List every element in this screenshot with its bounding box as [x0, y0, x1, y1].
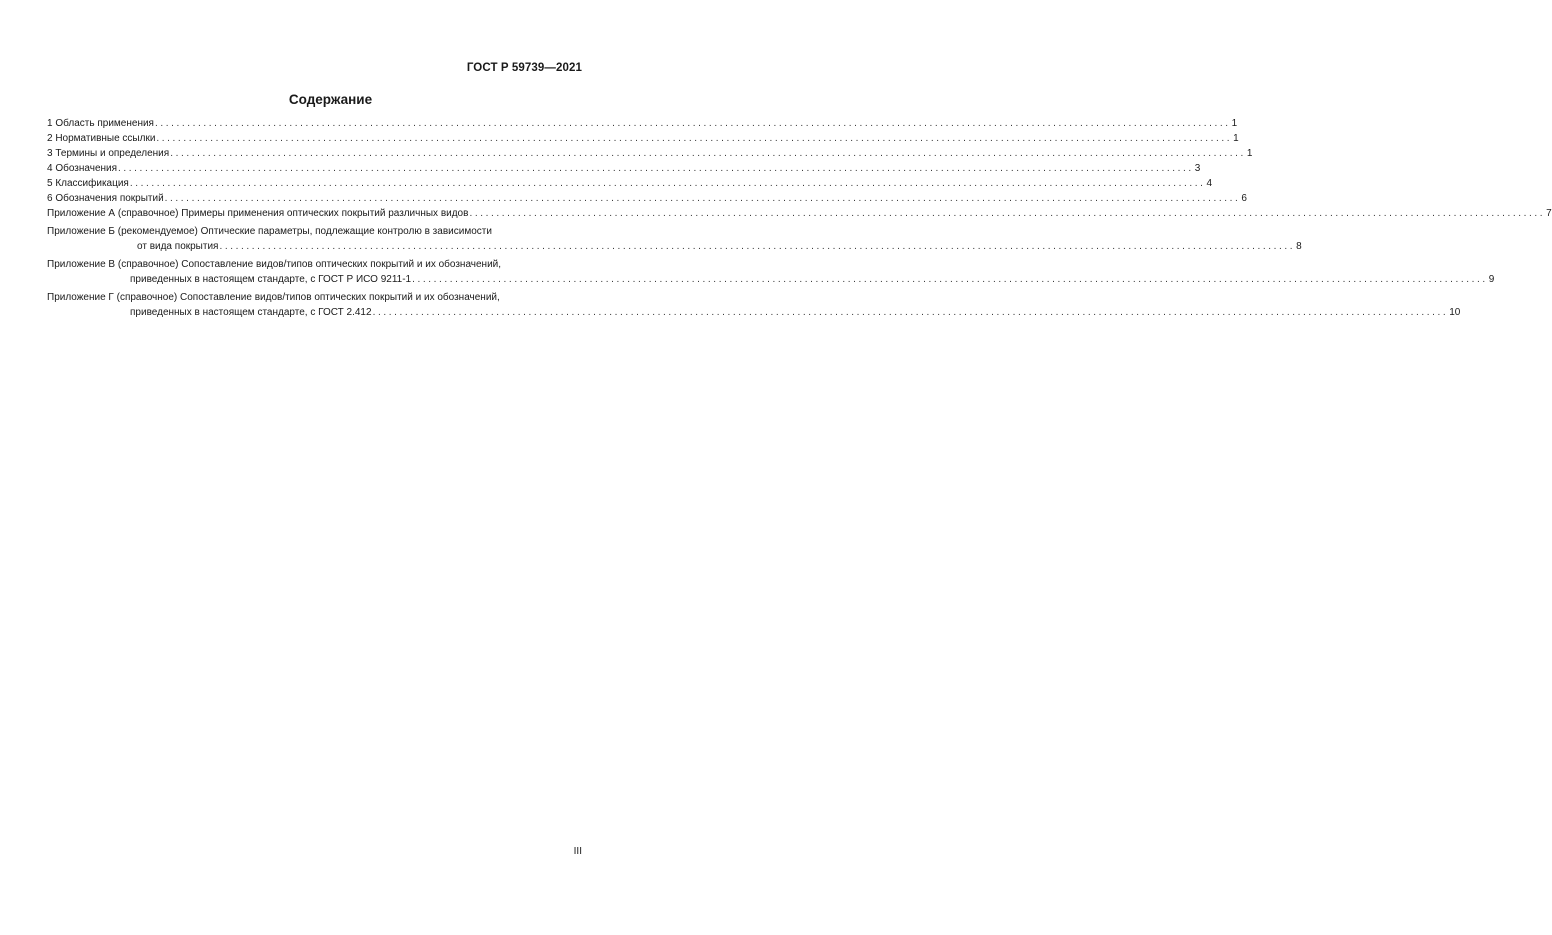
page-number: III — [573, 846, 582, 857]
dot-leader: ........................................................................................................................................................................................................ — [129, 178, 1206, 189]
toc-appendix-v[interactable] — [47, 257, 1495, 287]
toc-entry-label: 3 Термины и определения — [47, 148, 170, 159]
toc-entry-label-continued: приведенных в настоящем стандарте, с ГОСТ 2.412 — [130, 307, 372, 318]
toc-entry-classification[interactable] — [47, 176, 1213, 191]
toc-entry-label: Приложение Б (рекомендуемое) Оптические параметры, подлежащие контролю в зависимости — [47, 226, 492, 237]
toc-entry-label: Приложение Г (справочное) Сопоставление видов/типов оптических покрытий и их обозначений, — [47, 292, 500, 303]
toc-entry-label: 6 Обозначения покрытий — [47, 193, 164, 204]
toc-entry-terms[interactable] — [47, 146, 1253, 161]
toc-entry-scope[interactable] — [47, 116, 1238, 131]
dot-leader: ........................................................................................................................................................................................................ — [156, 133, 1233, 144]
toc-entry-label-continued: от вида покрытия — [137, 241, 219, 252]
toc-entry-label: 2 Нормативные ссылки — [47, 133, 156, 144]
toc-entry-label: 5 Классификация — [47, 178, 129, 189]
document-number: ГОСТ Р 59739—2021 — [466, 62, 582, 74]
toc-entry-label: Приложение В (справочное) Сопоставление видов/типов оптических покрытий и их обозначений, — [47, 259, 502, 270]
dot-leader: ........................................................................................................................................................................................................ — [469, 208, 1546, 219]
toc-appendix-a[interactable] — [47, 206, 1552, 221]
dot-leader: ........................................................................................................................................................................................................ — [219, 241, 1296, 252]
toc-entry-label: 4 Обозначения — [47, 163, 118, 174]
dot-leader: ........................................................................................................................................................................................................ — [118, 163, 1194, 174]
dot-leader: ........................................................................................................................................................................................................ — [154, 118, 1231, 129]
dot-leader: ........................................................................................................................................................................................................ — [164, 193, 1241, 204]
dot-leader: ........................................................................................................................................................................................................ — [412, 274, 1488, 285]
toc-entry-page: 8 — [1296, 241, 1302, 252]
toc-entry-page: 4 — [1206, 178, 1213, 189]
toc-entry-page: 1 — [1233, 133, 1239, 144]
toc-entry-label: Приложение А (справочное) Примеры применения оптических покрытий различных видов — [47, 208, 469, 219]
toc-entry-page: 6 — [1241, 193, 1247, 204]
toc-entry-page: 3 — [1194, 163, 1201, 174]
toc-entry-normative-references[interactable] — [47, 131, 1239, 146]
toc-entry-label-continued: приведенных в настоящем стандарте, с ГОСТ Р ИСО 9211-1 — [130, 274, 412, 285]
toc-entry-page: 1 — [1231, 118, 1238, 129]
toc-appendix-b[interactable] — [47, 224, 1302, 254]
toc-title: Содержание — [288, 92, 373, 107]
toc-entry-label: 1 Область применения — [47, 118, 154, 129]
toc-entry-coating-designations[interactable] — [47, 191, 1247, 206]
toc-entry-page: 9 — [1488, 274, 1495, 285]
toc-entry-page: 7 — [1546, 208, 1552, 219]
toc-entry-page: 10 — [1449, 307, 1461, 318]
toc-entry-page: 1 — [1246, 148, 1253, 159]
toc-appendix-g[interactable] — [47, 290, 1461, 320]
dot-leader: ........................................................................................................................................................................................................ — [372, 307, 1449, 318]
toc-entry-designations[interactable] — [47, 161, 1201, 176]
table-of-contents — [47, 116, 1552, 320]
dot-leader: ........................................................................................................................................................................................................ — [170, 148, 1246, 159]
